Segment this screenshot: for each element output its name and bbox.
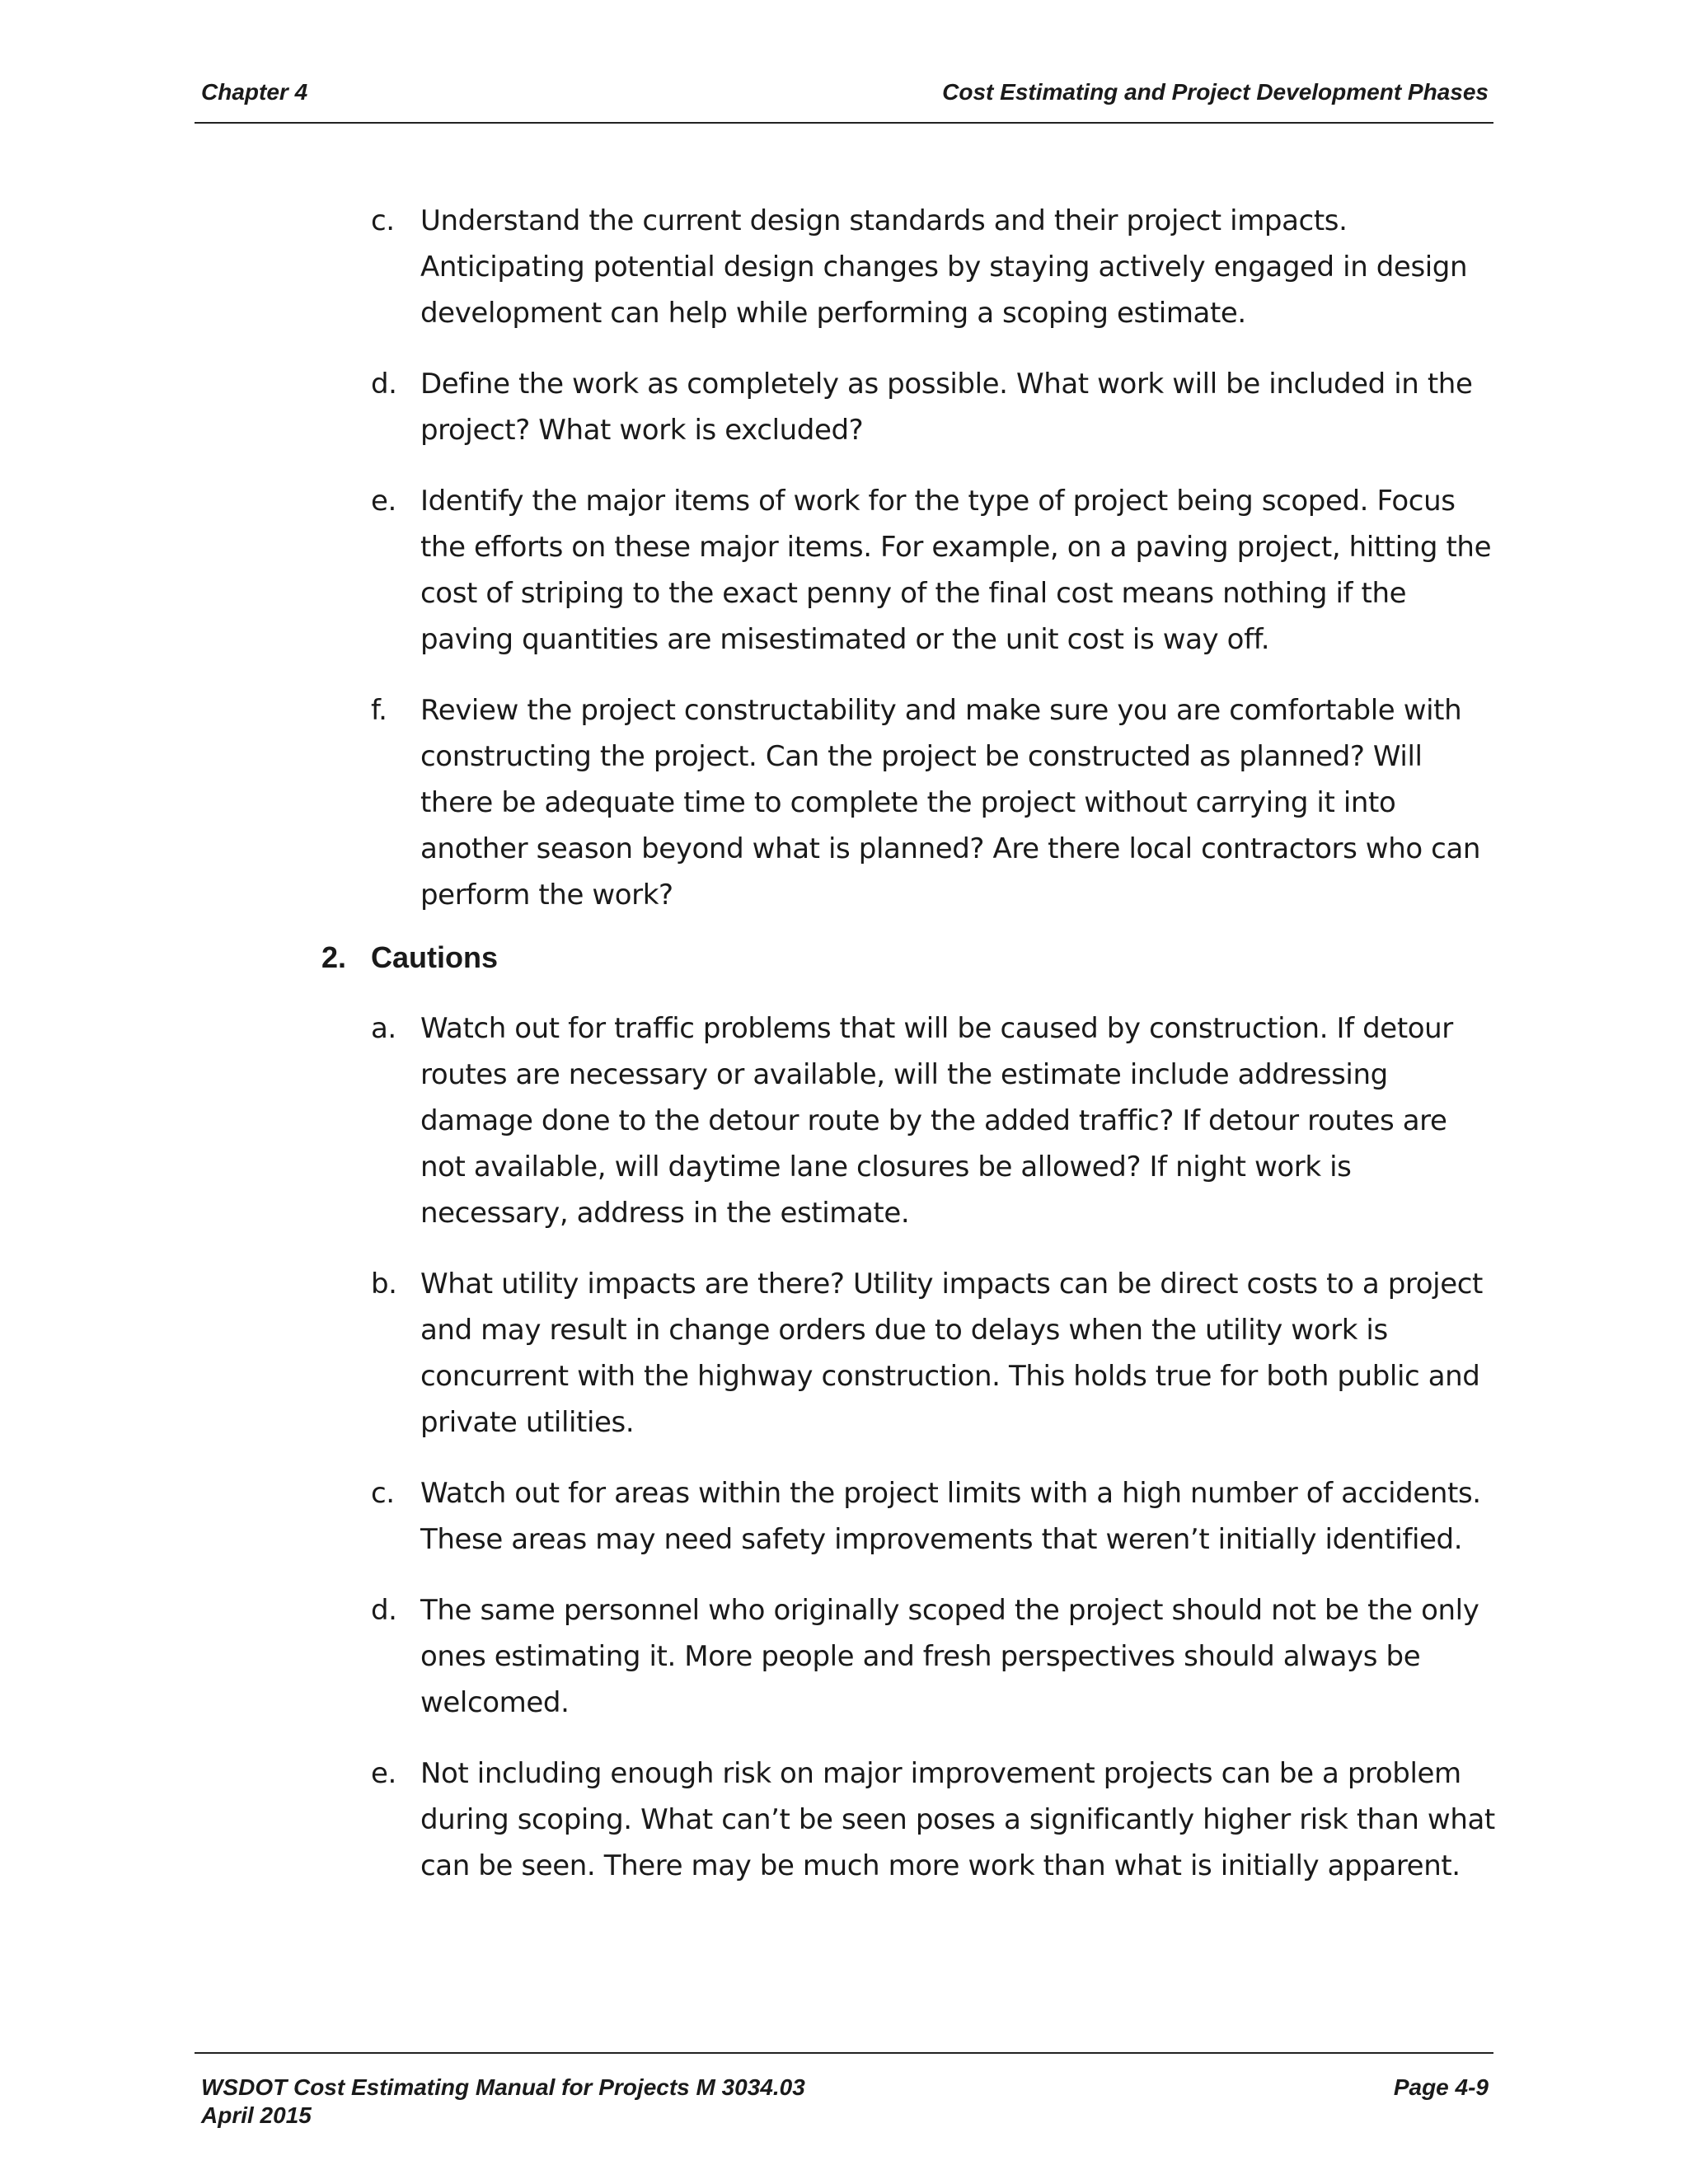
section-heading [321,935,1500,981]
list-item [321,1005,1500,1236]
list-item-text: The same personnel who originally scoped the project should not be the only ones estimating it. More people and fresh perspectives should always be welcomed. [420,1594,1479,1719]
list-marker: f. [371,694,387,727]
list-item [321,361,1500,453]
section-title: Cautions [371,940,499,974]
list-marker: d. [371,368,397,401]
section-number: 2. [321,940,347,974]
list-item-text: Define the work as completely as possible. What work will be included in the project? What work is excluded? [420,368,1473,447]
page-footer [195,2052,1493,2128]
chapter-label: Chapter 4 [201,79,308,105]
list-item-text: What utility impacts are there? Utility impacts can be direct costs to a project and may result in change orders due to delays when the utility work is concurrent with the highway construction. This holds true for both public and private utilities. [420,1268,1483,1439]
list-item [321,198,1500,336]
list-item-text: Watch out for traffic problems that will be caused by construction. If detour routes are necessary or available, will the estimate include addressing damage done to the detour route by the added traffic? If detour routes are not available, will daytime lane closures be allowed? If night work is necessary, address in the estimate. [420,1012,1453,1230]
list-marker: b. [371,1268,397,1301]
list-item [321,1261,1500,1446]
list-item [321,478,1500,663]
list-item [321,1750,1500,1889]
list-item [321,1587,1500,1726]
page-number: Page 4-9 [1393,2074,1489,2100]
list-item [321,1470,1500,1563]
list-item-text: Review the project constructability and make sure you are comfortable with constructing the project. Can the project be constructed as planned? Will there be adequate time to complete the project without carrying it into another season beyond what is planned? Are there local contractors who can perform the work? [420,694,1481,912]
list-item-text: Watch out for areas within the project limits with a high number of accidents. These areas may need safety improvements that weren’t initially identified. [420,1477,1481,1556]
chapter-title: Cost Estimating and Project Development Phases [942,79,1489,105]
list-marker: d. [371,1594,397,1627]
page-body [321,198,1500,1914]
publication-date: April 2015 [201,2102,312,2128]
list-item-text: Understand the current design standards and their project impacts. Anticipating potential design changes by staying actively engaged in design development can help while performing a scoping estimate. [420,204,1468,330]
list-item [321,687,1500,918]
list-marker: e. [371,485,396,518]
list-item-text: Identify the major items of work for the type of project being scoped. Focus the efforts on these major items. For example, on a paving project, hitting the cost of striping to the exact penny of the final cost means nothing if the paving quantities are misestimated or the unit cost is way off. [420,485,1492,656]
list-marker: a. [371,1012,396,1045]
manual-title: WSDOT Cost Estimating Manual for Projects M 3034.03 [201,2074,805,2100]
page-header [195,79,1493,124]
list-item-text: Not including enough risk on major improvement projects can be a problem during scoping. What can’t be seen poses a significantly higher risk than what can be seen. There may be much more work than what is initially apparent. [420,1757,1495,1882]
list-marker: c. [371,204,395,237]
list-marker: c. [371,1477,395,1510]
list-marker: e. [371,1757,396,1790]
